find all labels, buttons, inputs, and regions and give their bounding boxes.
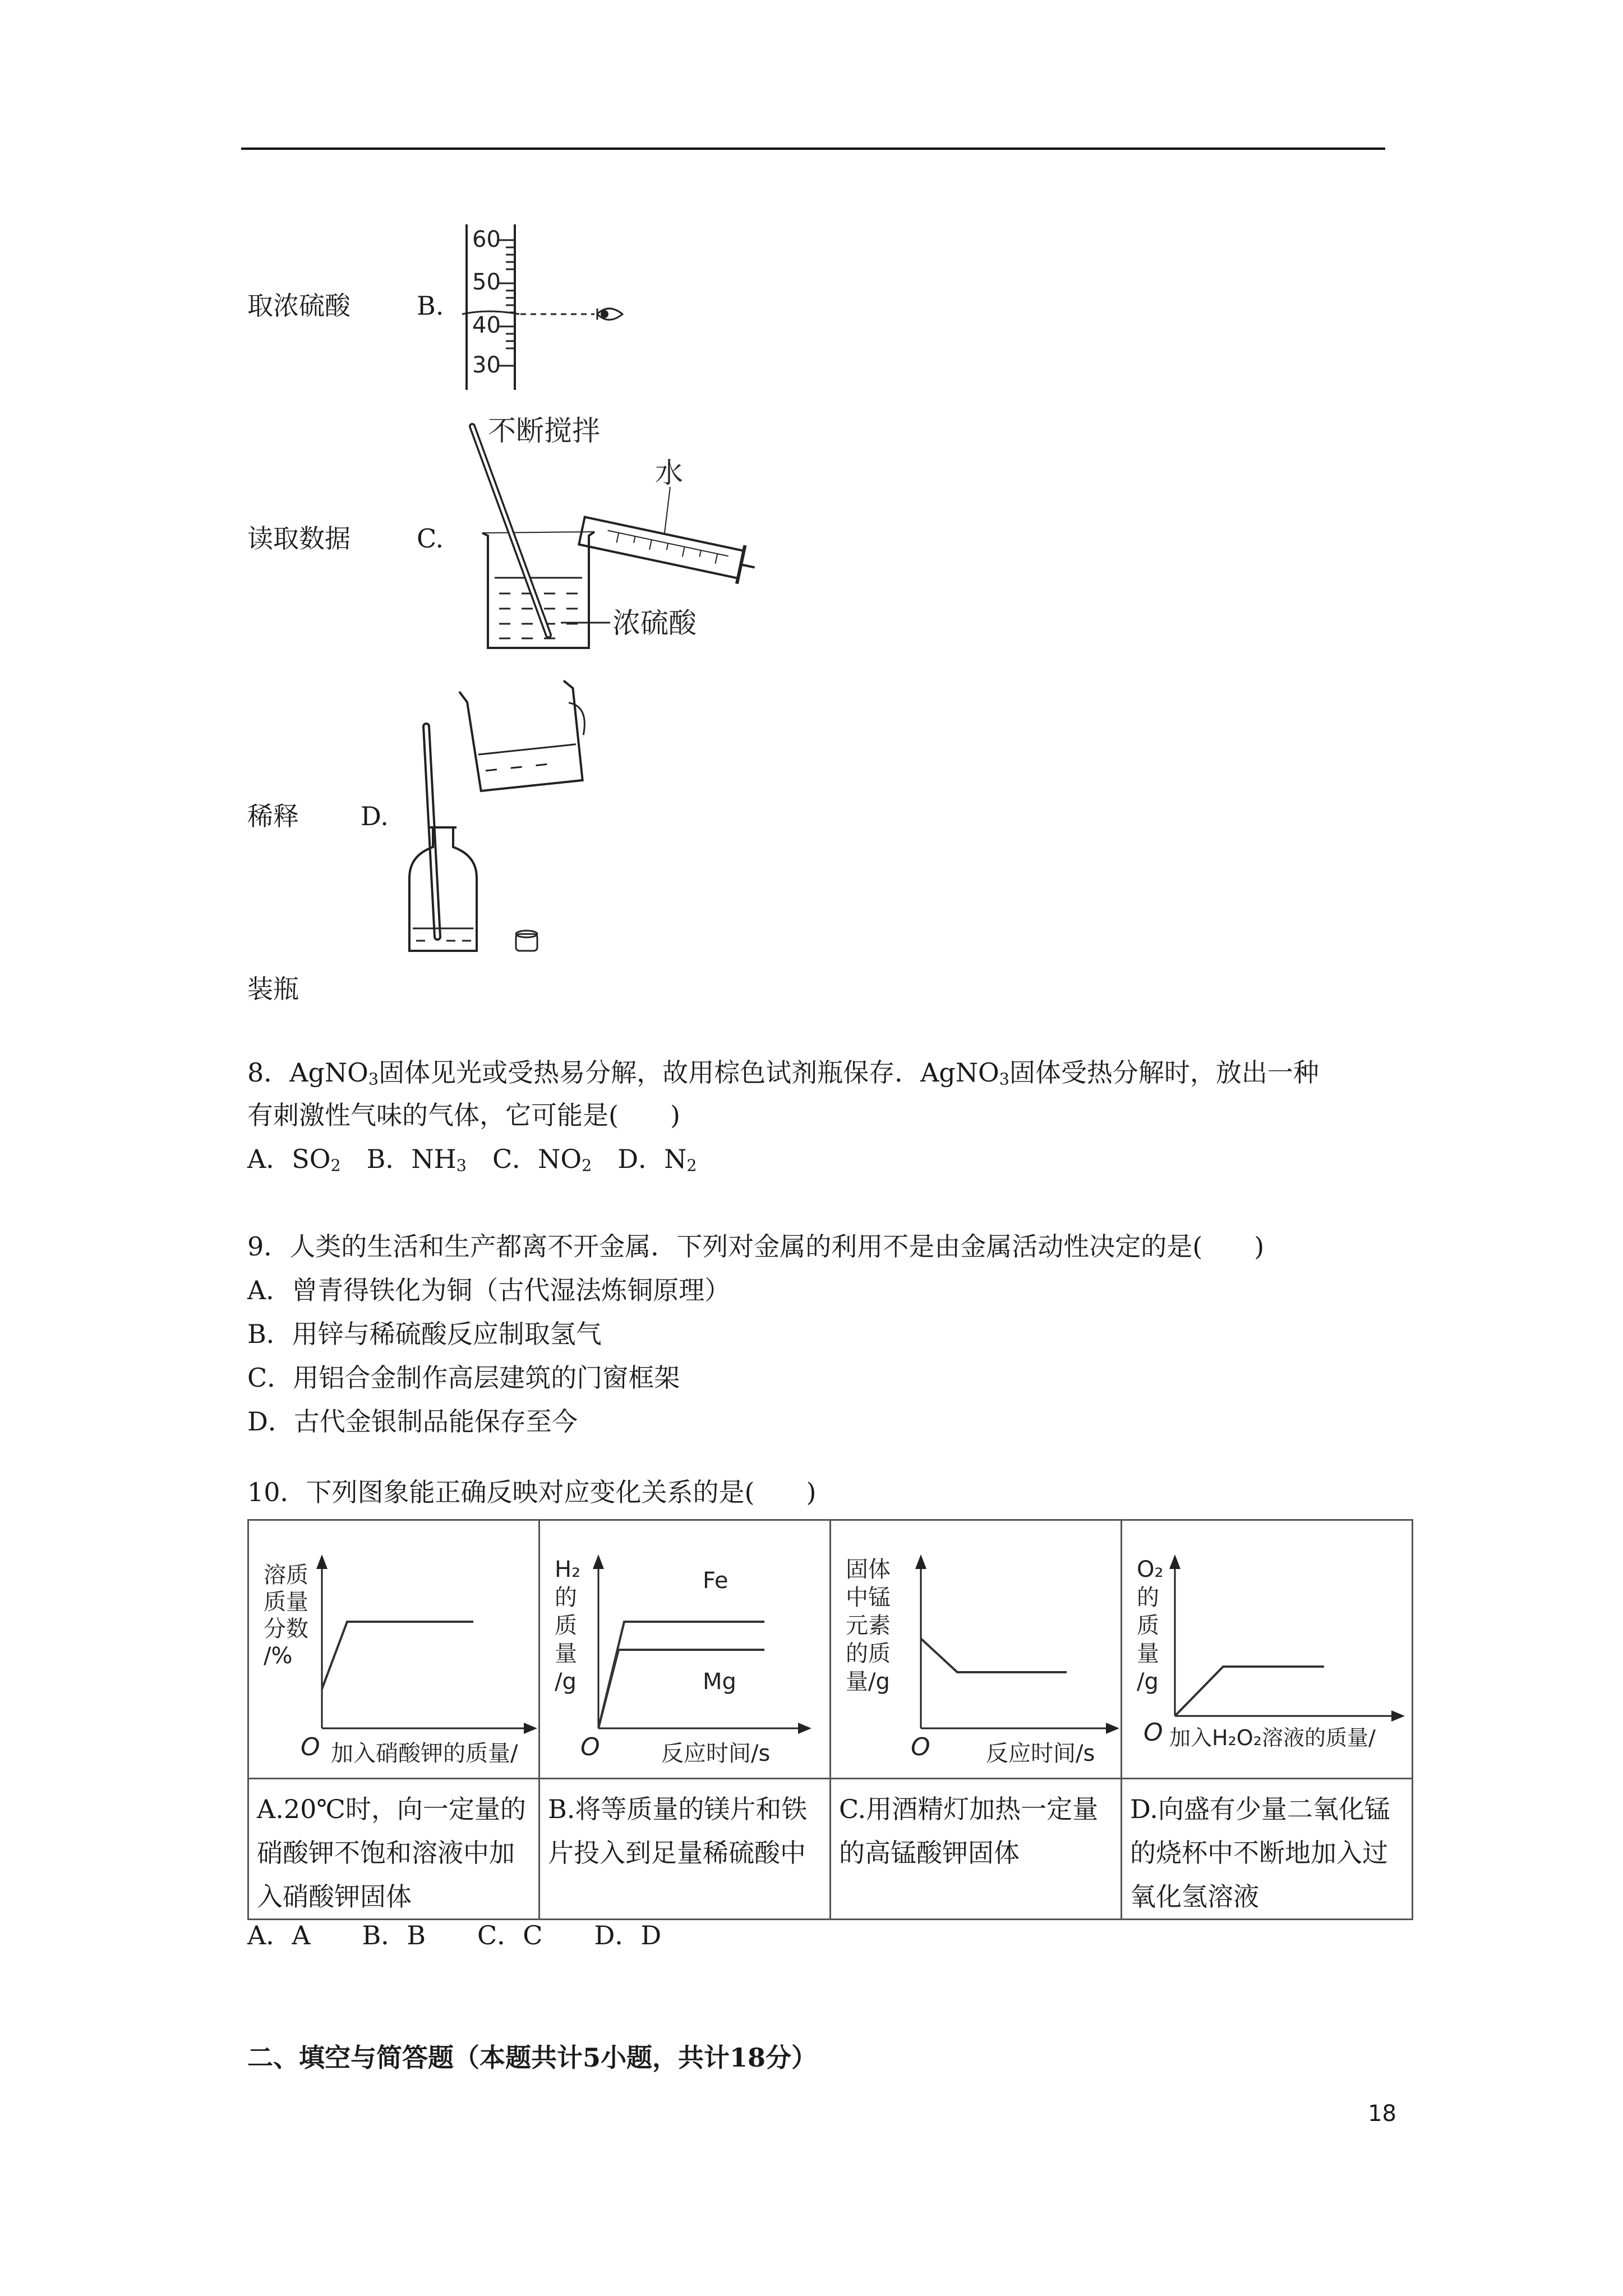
row-b-label: 取浓硫酸 [247,291,351,321]
graph-d-origin: O [1144,1718,1163,1747]
graph-d-ylabel-1: O₂ [1137,1557,1164,1582]
graph-b-ylabel-3: 质 [555,1613,577,1639]
row-d-option: D. [361,801,389,831]
graph-d-ylabel-5: /g [1137,1669,1159,1695]
graph-b-origin: O [580,1733,600,1761]
graph-a-xlabel: 加入硝酸钾的质量/ [331,1741,518,1766]
q9-option-c[interactable]: C．用铝合金制作高层建筑的门窗框架 [247,1363,680,1393]
caption-d: D.向盛有少量二氧化锰的烧杯中不断地加入过氧化氢溶液 [1122,1779,1413,1920]
q8-option-d[interactable]: D．$N_2$ [617,1144,697,1175]
graph-a-ylabel-4: /% [264,1643,293,1669]
q9-option-b[interactable]: B．用锌与稀硫酸反应制取氢气 [247,1319,602,1349]
cylinder-tick-30: 30 [472,352,501,378]
row-c-label: 读取数据 [247,523,351,554]
bottle-stopper-icon [516,931,537,951]
graph-cell-c [831,1520,1122,1779]
water-label: 水 [655,457,683,489]
graph-c-ylabel-1: 固体 [846,1557,891,1582]
row-e-label: 装瓶 [247,974,299,1004]
graph-c-ylabel-3: 元素 [846,1613,891,1639]
graph-c-xlabel: 反应时间/s [986,1741,1095,1766]
q8-line1: 8．AgNO$_3$固体见光或受热易分解，故用棕色试剂瓶保存．AgNO$_3$固体受热分解时，放出一种 [247,1057,1319,1089]
graph-a [249,1521,538,1778]
row-b-option: B. [417,291,444,321]
q8-options [247,1142,697,1183]
q8-option-a[interactable]: A．$SO_2$ [247,1144,341,1175]
q8-option-b[interactable]: B．$NH_3$ [366,1144,467,1175]
q9-option-a[interactable]: A．曾青得铁化为铜（古代湿法炼铜原理） [247,1275,731,1305]
page-number: 18 [1368,2101,1396,2127]
section-2-title: 二、填空与简答题（本题共计5小题，共计18分） [247,2042,818,2073]
graph-b-series-fe: Fe [703,1568,728,1594]
graph-b-ylabel-5: /g [555,1669,577,1695]
graph-b-xlabel: 反应时间/s [661,1741,771,1766]
row-c-option: C. [417,523,444,554]
graph-a-ylabel-1: 溶质 [264,1562,308,1588]
q9-stem: 9．人类的生活和生产都离不开金属．下列对金属的利用不是由金属活动性决定的是( ) [247,1231,1265,1262]
graph-d-ylabel-4: 量 [1137,1641,1159,1667]
graph-d [1122,1521,1412,1778]
graph-b-ylabel-4: 量 [555,1641,577,1667]
q10-stem: 10．下列图象能正确反映对应变化关系的是( ) [247,1477,817,1507]
q8-line2: 有刺激性气味的气体，它可能是( ) [247,1100,680,1130]
graph-c [831,1521,1121,1778]
graph-c-ylabel-2: 中锰 [846,1585,891,1611]
acid-label: 浓硫酸 [612,607,697,639]
graduated-cylinder-figure [454,219,628,398]
q9-option-d[interactable]: D．古代金银制品能保存至今 [247,1406,578,1437]
graph-b-ylabel-1: H₂ [555,1557,581,1582]
graph-b [540,1521,829,1778]
graph-d-xlabel: 加入H₂O₂溶液的质量/ [1169,1726,1376,1750]
eye-icon [597,309,623,320]
graph-c-ylabel-4: 的质 [846,1641,891,1667]
graph-c-ylabel-5: 量/g [846,1669,890,1695]
graph-d-ylabel-3: 质 [1137,1613,1159,1639]
graph-b-ylabel-2: 的 [555,1585,577,1611]
cylinder-tick-50: 50 [472,269,501,295]
stir-label: 不断搅拌 [488,415,600,447]
graph-a-origin: O [301,1733,320,1761]
cylinder-tick-60: 60 [472,227,501,252]
bottle-pouring-figure [393,676,594,968]
caption-c: C.用酒精灯加热一定量的高锰酸钾固体 [831,1779,1122,1920]
row-d-label: 稀释 [247,801,299,831]
header-rule [241,148,1385,150]
graph-cell-d [1122,1520,1413,1779]
cylinder-tick-40: 40 [472,312,501,338]
graph-b-series-mg: Mg [703,1669,736,1695]
graph-c-origin: O [911,1733,930,1761]
q10-graph-table [247,1519,1413,1920]
caption-a: A.20℃时，向一定量的硝酸钾不饱和溶液中加入硝酸钾固体 [248,1779,540,1920]
q10-answer-options[interactable]: A．A B．B C．C D．D [247,1920,662,1950]
graph-d-ylabel-2: 的 [1137,1585,1159,1611]
graph-cell-b [540,1520,831,1779]
q8-option-c[interactable]: C．$NO_2$ [492,1144,592,1175]
caption-b: B.将等质量的镁片和铁片投入到足量稀硫酸中 [540,1779,831,1920]
beaker-dilution-figure [460,415,774,656]
graph-cell-a [248,1520,540,1779]
graph-a-ylabel-2: 质量 [264,1589,308,1615]
graph-a-ylabel-3: 分数 [264,1616,308,1642]
